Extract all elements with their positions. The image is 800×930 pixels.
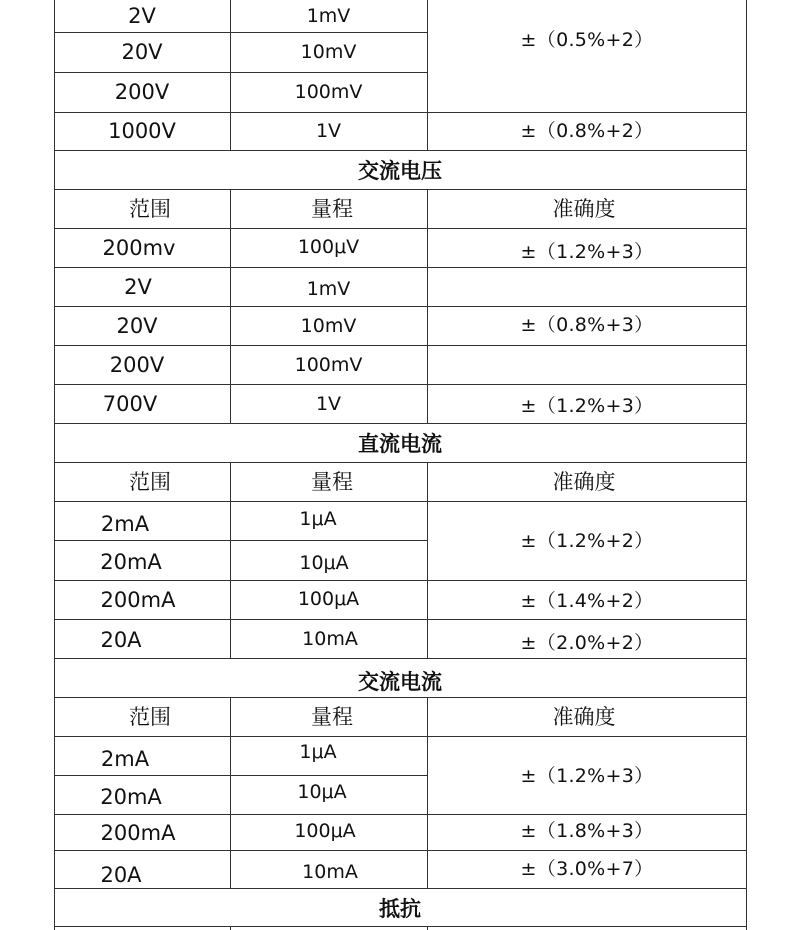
range-cell: 20A [100, 627, 142, 652]
range-cell: 1000V [108, 119, 176, 143]
accuracy-cell: ±（3.0%+7） [520, 857, 654, 880]
header-step: 量程 [311, 196, 353, 221]
range-cell: 20mA [100, 549, 162, 574]
step-cell: 100mV [294, 81, 363, 103]
range-cell: 200V [109, 352, 165, 377]
step-cell: 100mV [294, 353, 363, 376]
accuracy-cell: ±（1.2%+3） [520, 240, 654, 263]
step-cell: 1V [315, 392, 342, 415]
range-cell: 20V [121, 40, 163, 64]
column-divider [427, 926, 428, 930]
accuracy-cell: ±（1.8%+3） [520, 819, 654, 842]
step-cell: 10μA [299, 551, 349, 574]
section-title-resistance: 抵抗 [379, 896, 421, 921]
section-title-ac-current: 交流电流 [358, 670, 442, 694]
header-accuracy: 准确度 [552, 704, 616, 729]
step-cell: 1mV [306, 277, 351, 300]
range-cell: 200mA [100, 820, 176, 845]
header-range: 范围 [129, 196, 171, 221]
step-cell: 100μA [297, 587, 360, 610]
range-cell: 200V [114, 80, 170, 104]
range-cell: 2V [124, 274, 152, 299]
step-cell: 100μA [294, 819, 356, 842]
accuracy-cell: ±（1.2%+3） [520, 764, 654, 787]
step-cell: 10mA [302, 627, 358, 650]
range-cell: 20V [116, 313, 158, 338]
accuracy-cell: ±（1.2%+3） [520, 394, 654, 417]
range-cell: 200mA [100, 587, 176, 612]
accuracy-cell: ±（1.4%+2） [520, 589, 654, 612]
step-cell: 1μA [299, 507, 337, 530]
range-cell: 200mv [102, 235, 176, 260]
row-divider [54, 926, 746, 927]
step-cell: 10mA [302, 860, 358, 883]
step-cell: 10mV [300, 314, 357, 337]
step-cell: 100μV [297, 235, 360, 258]
accuracy-cell: ±（0.8%+3） [520, 313, 654, 336]
column-divider [230, 926, 231, 930]
range-cell: 2V [128, 3, 156, 28]
header-step: 量程 [311, 704, 353, 729]
step-cell: 1V [315, 120, 342, 142]
accuracy-cell: ±（0.8%+2） [520, 120, 654, 142]
accuracy-cell: ±（2.0%+2） [520, 631, 654, 654]
accuracy-cell: ±（0.5%+2） [520, 28, 654, 51]
header-range: 范围 [129, 469, 171, 494]
step-cell: 1mV [306, 4, 351, 27]
table-border-right [746, 0, 747, 930]
step-cell: 1μA [299, 740, 337, 763]
header-range: 范围 [129, 704, 171, 729]
header-step: 量程 [311, 469, 353, 494]
range-cell: 20mA [100, 784, 162, 809]
step-cell: 10mV [300, 41, 357, 63]
range-cell: 20A [100, 862, 142, 887]
range-cell: 2mA [100, 511, 150, 536]
accuracy-cell: ±（1.2%+2） [520, 529, 654, 552]
header-accuracy: 准确度 [552, 196, 616, 221]
section-title-ac-voltage: 交流电压 [358, 159, 442, 183]
range-cell: 2mA [100, 746, 150, 771]
range-cell: 700V [102, 391, 158, 416]
step-cell: 10μA [297, 780, 347, 803]
section-title-dc-current: 直流电流 [358, 432, 442, 456]
header-accuracy: 准确度 [552, 469, 616, 494]
